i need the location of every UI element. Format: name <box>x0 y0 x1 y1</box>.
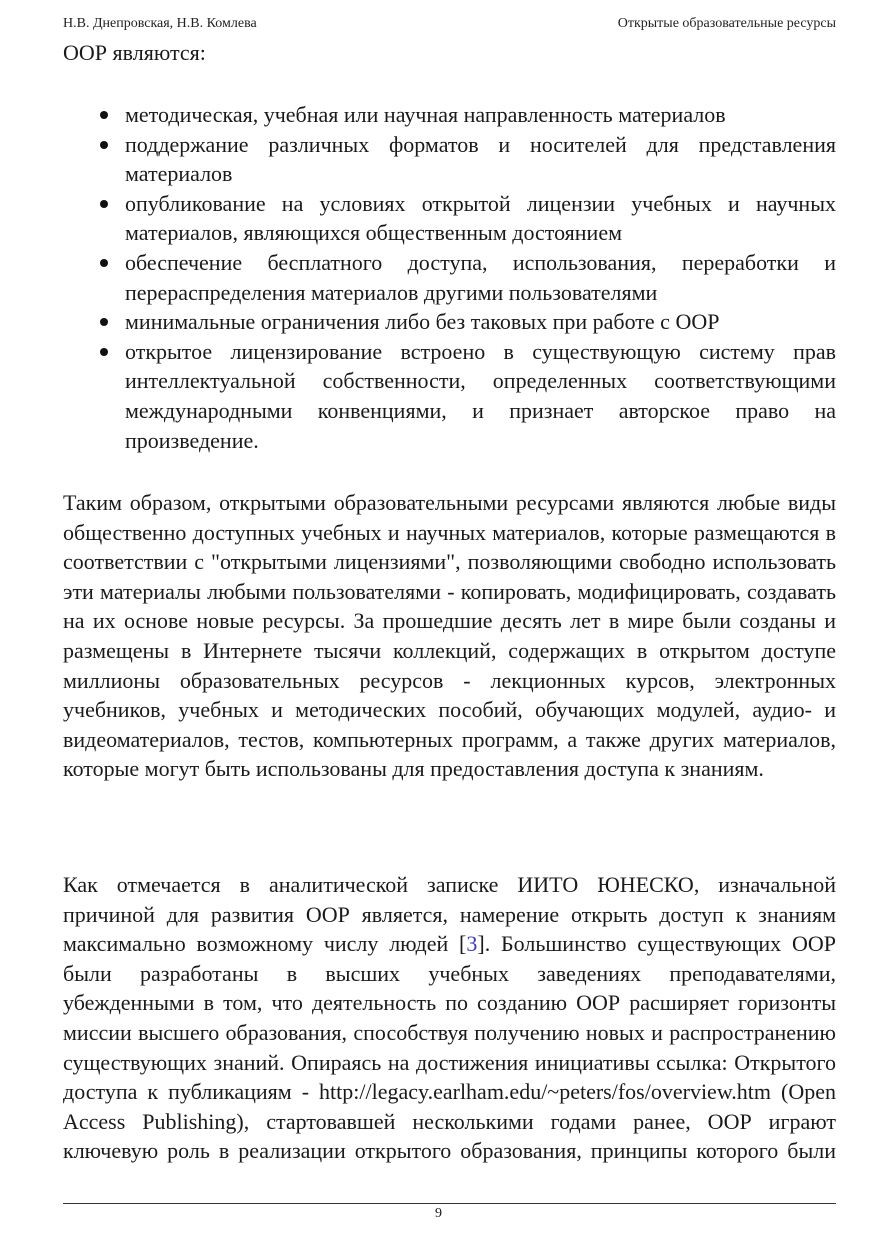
bullet-icon <box>100 318 108 326</box>
list-item-text: минимальные ограничения либо без таковых при работе с ООР <box>125 309 720 335</box>
list-item <box>100 130 836 189</box>
paragraph-unesco-text-start: Как отмечается в аналитической записке ИИТО ЮНЕСКО, изначальной причиной для развития ООР является, намерение открыть доступ к знаниям максимально возможному числу людей [ <box>63 872 836 957</box>
paragraph-unesco <box>63 870 836 1166</box>
characteristics-list <box>100 100 836 455</box>
footer-divider <box>63 1203 836 1204</box>
list-item <box>100 248 836 307</box>
list-item-text: поддержание различных форматов и носителей для представления материалов <box>125 131 836 187</box>
list-lead-text: ООР являются: <box>63 40 206 65</box>
paragraph-unesco-text-end: ]. Большинство существующих ООР были разработаны в высших учебных заведениях преподавателями, убежденными в том, что деятельность по созданию ООР расширяет горизонты миссии высшего образования, способствуя получению новых и распространению существующих знаний. Опираясь на достижения инициативы ссылка: Открытого доступа к публикациям - http://legacy.earlham.edu/~peters/fos/overview.htm (Open Access Publishing), стартовавшей несколькими годами ранее, ООР играют ключевую роль в реализации открытого образования, принципы которого были <box>63 931 836 1164</box>
list-item <box>100 189 836 248</box>
reference-link[interactable]: 3 <box>466 931 478 957</box>
list-item <box>100 307 836 337</box>
page-header <box>63 16 836 32</box>
list-item <box>100 337 836 455</box>
header-authors: Н.В. Днепровская, Н.В. Комлева <box>63 16 257 31</box>
header-title: Открытые образовательные ресурсы <box>617 16 836 31</box>
bullet-icon <box>100 259 108 267</box>
page-number: 9 <box>435 1206 442 1221</box>
list-item <box>100 100 836 130</box>
bullet-icon <box>100 348 108 356</box>
list-item-text: открытое лицензирование встроено в существующую систему прав интеллектуальной собственности, определенных соответствующими международными конвенциями, и признает авторское право на произведение. <box>125 338 836 453</box>
bullet-icon <box>100 200 108 208</box>
bullet-icon <box>100 111 108 119</box>
bullet-icon <box>100 141 108 149</box>
list-item-text: методическая, учебная или научная направленность материалов <box>125 102 726 127</box>
list-item-text: опубликование на условиях открытой лицензии учебных и научных материалов, являющихся общественным достоянием <box>125 190 836 246</box>
paragraph-summary: Таким образом, открытыми образовательными ресурсами являются любые виды общественно доступных учебных и научных материалов, которые размещаются в соответствии с "открытыми лицензиями", позволяющими свободно использовать эти материалы любыми пользователями - копировать, модифицировать, создавать на их основе новые ресурсы. За прошедшие десять лет в мире были созданы и размещены в Интернете тысячи коллекций, содержащих в открытом доступе миллионы образовательных ресурсов - лекционных курсов, электронных учебников, учебных и методических пособий, обучающих модулей, аудио- и видеоматериалов, тестов, компьютерных программ, а также других материалов, которые могут быть использованы для предоставления доступа к знаниям. <box>63 490 836 782</box>
list-item-text: обеспечение бесплатного доступа, использования, переработки и перераспределения материалов другими пользователями <box>125 249 836 305</box>
